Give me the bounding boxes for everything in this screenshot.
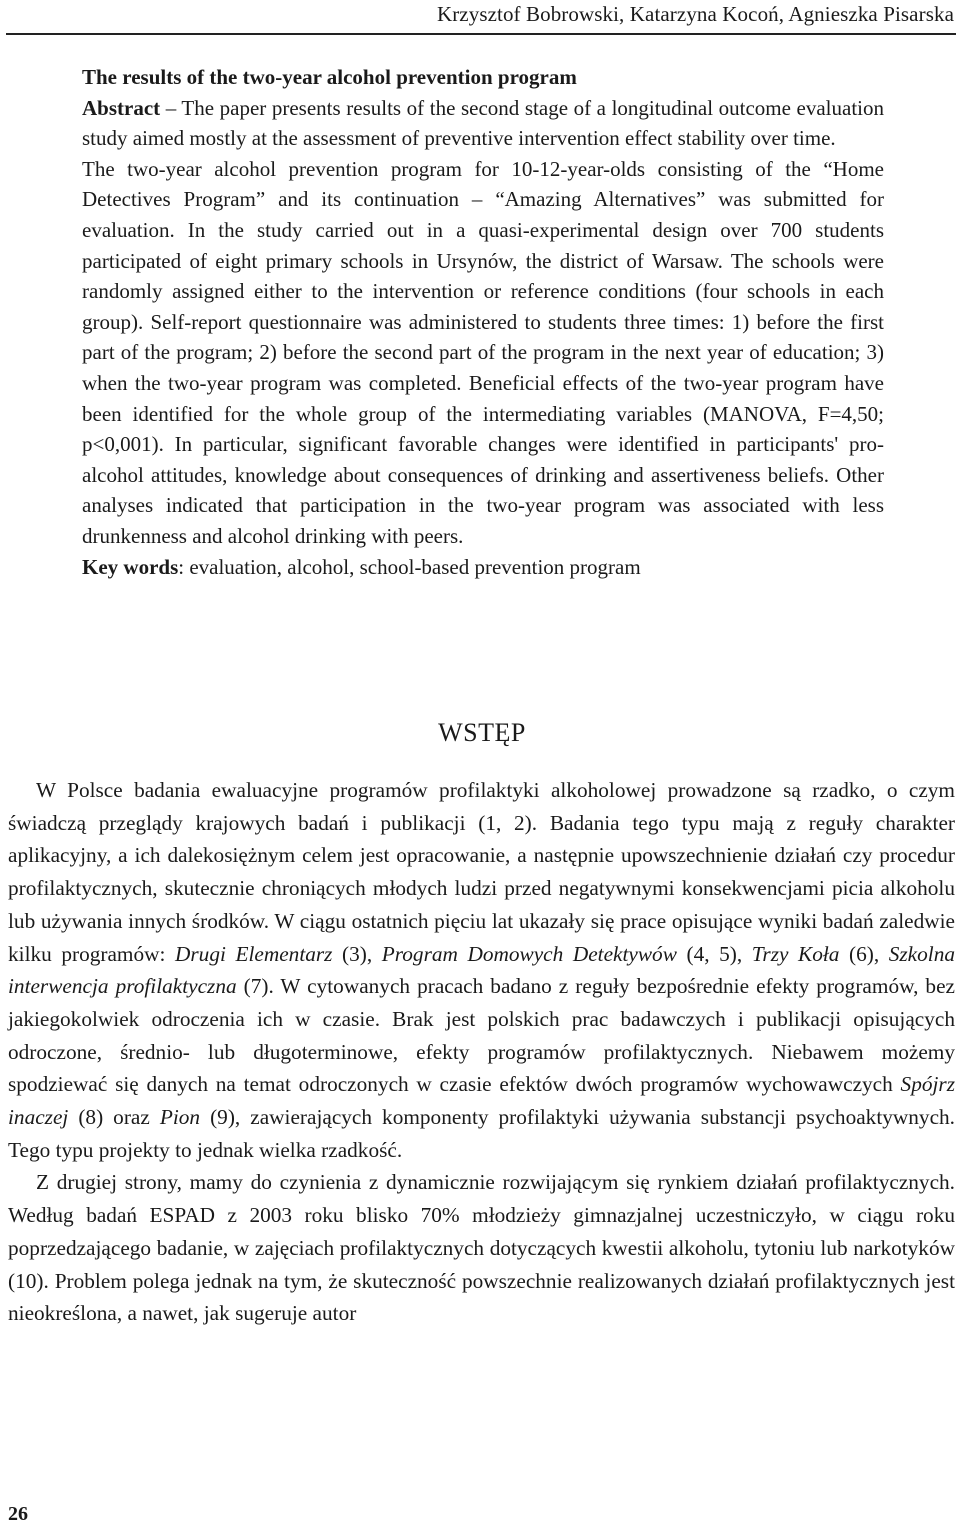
keywords-label: Key words — [82, 554, 179, 579]
italic-title: Program Domowych Detektywów — [381, 941, 677, 966]
italic-title: Trzy Koła — [751, 941, 840, 966]
abstract-label: Abstract — [82, 95, 161, 120]
abstract-title: The results of the two-year alcohol prevention program — [82, 65, 577, 89]
italic-title: Drugi Elementarz — [175, 941, 333, 966]
italic-title: Szkolna interwencja profilaktyczna — [8, 941, 955, 999]
body-text — [8, 774, 955, 1330]
body-paragraph-2: Z drugiej strony, mamy do czynienia z dynamicznie rozwijającym się rynkiem działań profilaktycznych. Według badań ESPAD z 2003 roku blisko 70% młodzieży gimnazjalnej uczestniczyło, w ciągu roku poprzedzającego badanie, w zajęciach profilaktycznych dotyczących kwestii alkoholu, tytoniu lub narkotyków (10). Problem polega jednak na tym, że skuteczność powszechnie realizowanych działań profilaktycznych jest nieokreślona, a nawet, jak sugeruje autor — [8, 1170, 955, 1326]
header-rule — [6, 33, 956, 35]
italic-title: Spójrz inaczej — [8, 1072, 955, 1130]
running-head-authors: Krzysztof Bobrowski, Katarzyna Kocoń, Agnieszka Pisarska — [436, 2, 954, 26]
section-heading: WSTĘP — [438, 718, 526, 747]
page-number: 26 — [8, 1503, 28, 1525]
keywords-text: : evaluation, alcohol, school-based prevention program — [178, 554, 641, 579]
body-paragraph-1: W Polsce badania ewaluacyjne programów profilaktyki alkoholowej prowadzone są rzadko, o czym świadczą przeglądy krajowych badań i publikacji (1, 2). Badania tego typu mają z reguły charakter aplikacyjny, a ich dalekosiężnym celem jest opracowanie, a następnie upowszechnienie działań czy procedur profilaktycznych, skutecznie chroniących młodych ludzi przed negatywnymi konsekwencjami picia alkoholu lub używania innych środków. W ciągu ostatnich pięciu lat ukazały się prace opisujące wyniki badań zaledwie kilku programów: Drugi Elementarz (3), Program Domowych Detektywów (4, 5), Trzy Koła (6), Szkolna interwencja profilaktyczna (7). W cytowanych pracach badano z reguły bezpośrednie efekty programów, bez jakiegokolwiek odroczenia ich w czasie. Brak jest polskich prac badawczych i publikacji opisujących odroczone, średnio- lub długoterminowe, efekty programów profilaktycznych. Niebawem możemy spodziewać się danych na temat odroczonych w czasie efektów dwóch programów wychowawczych Spójrz inaczej (8) oraz Pion (9), zawierających komponenty profilaktyki używania substancji psychoaktywnych. Tego typu projekty to jednak wielka rzadkość. — [8, 778, 955, 1162]
abstract-paragraph-1: Abstract – The paper presents results of the second stage of a longitudinal outcome evaluation study aimed mostly at the assessment of preventive intervention effect stability over time. — [82, 95, 884, 151]
italic-title: Pion — [159, 1105, 201, 1130]
abstract-paragraph-2: The two-year alcohol prevention program for 10-12-year-olds consisting of the “Home Detectives Program” and its continuation – “Amazing Alternatives” was submitted for evaluation. In the study carried out in a quasi-experimental design over 700 students participated of eight primary schools in Ursynów, the district of Warsaw. The schools were randomly assigned either to the intervention or reference conditions (four schools in each group). Self-report questionnaire was administered to students three times: 1) before the first part of the program; 2) before the second part of the program in the next year of education; 3) when the two-year program was completed. Beneficial effects of the two-year program have been identified for the whole group of the intermediating variables (MANOVA, F=4,50; p<0,001). In particular, significant favorable changes were identified in participants' pro-alcohol attitudes, knowledge about consequences of drinking and assertiveness beliefs. Other analyses indicated that participation in the two-year program was associated with less drunkenness and alcohol drinking with peers. — [82, 156, 884, 548]
abstract-block — [82, 62, 884, 582]
keywords-line — [82, 552, 884, 583]
